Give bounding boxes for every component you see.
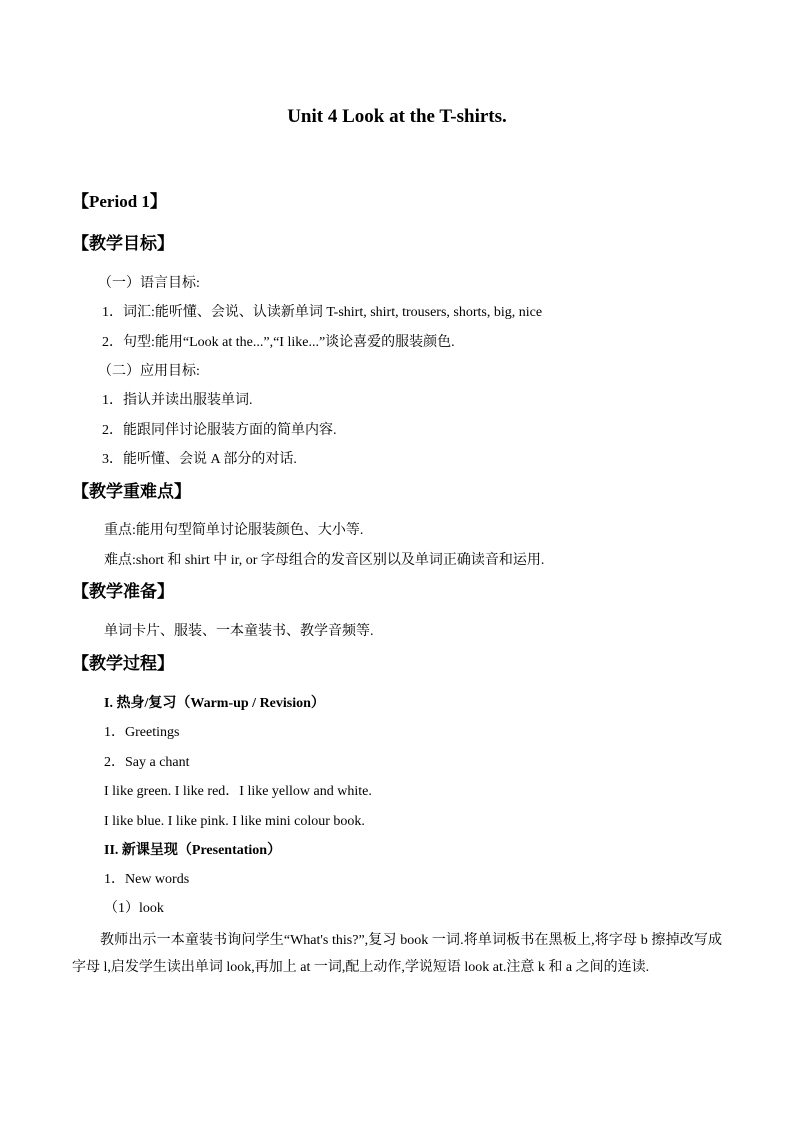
period-label: 【Period 1】	[72, 192, 167, 211]
presentation-item: 1．New words	[104, 872, 190, 887]
application-goal-item: 1．指认并读出服装单词.	[102, 393, 253, 408]
language-goal-item: 2．句型:能用“Look at the...”,“I like...”谈论喜爱的服装颜色.	[102, 335, 455, 350]
application-goal-item: 2．能跟同伴讨论服装方面的简单内容.	[102, 423, 337, 438]
language-goals-heading: （一）语言目标:	[98, 276, 200, 291]
process-heading: 【教学过程】	[72, 654, 174, 673]
preparation-text: 单词卡片、服装、一本童装书、教学音频等.	[104, 624, 374, 639]
key-focus-text: 重点:能用句型简单讨论服装颜色、大小等.	[104, 523, 364, 538]
document-title: Unit 4 Look at the T-shirts.	[287, 106, 507, 127]
preparation-heading: 【教学准备】	[72, 582, 174, 601]
language-goal-item: 1．词汇:能听懂、会说、认读新单词 T-shirt, shirt, trousers, shorts, big, nice	[102, 305, 543, 320]
warmup-item: 2．Say a chant	[104, 755, 190, 770]
presentation-item: （1）look	[104, 901, 164, 916]
application-goals-heading: （二）应用目标:	[98, 364, 200, 379]
warmup-heading: I. 热身/复习（Warm-up / Revision）	[104, 696, 325, 711]
objectives-heading: 【教学目标】	[72, 234, 174, 253]
presentation-paragraph: 教师出示一本童装书询问学生“What's this?”,复习 book 一词.将单词板书在黑板上,将字母 b 擦掉改写成字母 l,启发学生读出单词 look,再加上 at 一词,配上动作,学说短语 look at.注意 k 和 a 之间的连读.	[72, 933, 722, 975]
key-difficulty-text: 难点:short 和 shirt 中 ir, or 字母组合的发音区别以及单词正确读音和运用.	[104, 553, 545, 568]
warmup-item: 1．Greetings	[104, 725, 180, 740]
presentation-heading: II. 新课呈现（Presentation）	[104, 843, 282, 858]
key-points-heading: 【教学重难点】	[72, 482, 191, 501]
chant-line: I like green. I like red．I like yellow and white.	[104, 784, 372, 799]
application-goal-item: 3．能听懂、会说 A 部分的对话.	[102, 452, 297, 467]
chant-line: I like blue. I like pink. I like mini colour book.	[104, 814, 365, 829]
